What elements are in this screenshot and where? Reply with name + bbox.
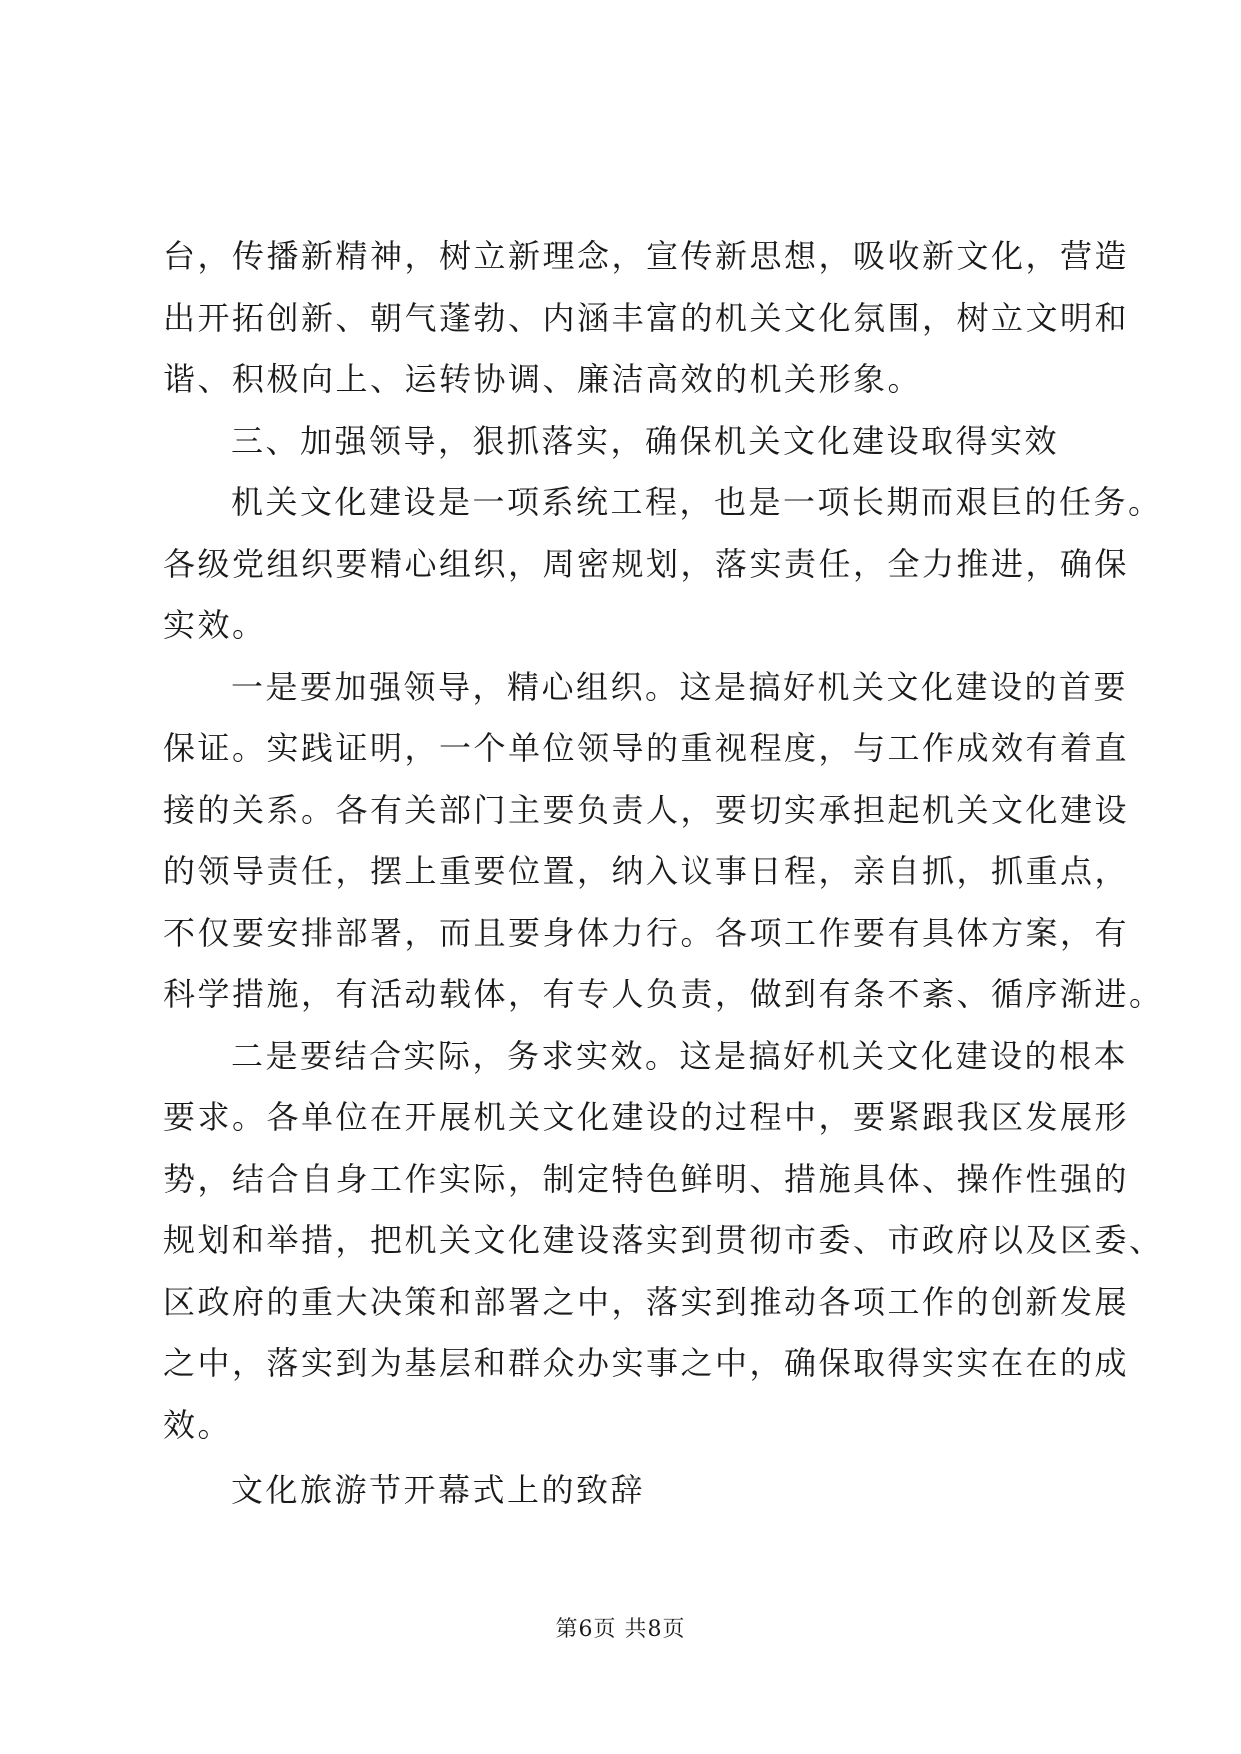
paragraph-line: 实效。 — [163, 606, 267, 644]
paragraph-line: 出开拓创新、朝气蓬勃、内涵丰富的机关文化氛围，树立文明和 — [163, 298, 1130, 337]
paragraph-line: 谐、积极向上、运转协调、廉洁高效的机关形象。 — [163, 360, 923, 398]
paragraph-line: 接的关系。各有关部门主要负责人，要切实承担起机关文化建设 — [163, 790, 1130, 829]
paragraph-line: 势，结合自身工作实际，制定特色鲜明、措施具体、操作性强的 — [163, 1159, 1130, 1198]
document-body — [163, 226, 1164, 1522]
document-title: 文化旅游节开幕式上的致辞 — [231, 1471, 646, 1509]
paragraph-line: 效。 — [163, 1405, 233, 1444]
paragraph-line: 之中，落实到为基层和群众办实事之中，确保取得实实在在的成 — [163, 1344, 1130, 1382]
paragraph-line: 二是要结合实际，务求实效。这是搞好机关文化建设的根本 — [231, 1036, 1129, 1075]
paragraph-line: 要求。各单位在开展机关文化建设的过程中，要紧跟我区发展形 — [163, 1098, 1130, 1136]
paragraph-line: 不仅要安排部署，而且要身体力行。各项工作要有具体方案，有 — [163, 913, 1130, 952]
page-number: 第6页 共8页 — [555, 1617, 686, 1642]
paragraph-line: 科学措施，有活动载体，有专人负责，做到有条不紊、循序渐进。 — [163, 975, 1164, 1013]
paragraph-line: 机关文化建设是一项系统工程，也是一项长期而艰巨的任务。 — [231, 483, 1163, 521]
paragraph-line: 台，传播新精神，树立新理念，宣传新思想，吸收新文化，营造 — [163, 237, 1130, 275]
paragraph-line: 保证。实践证明，一个单位领导的重视程度，与工作成效有着直 — [163, 729, 1130, 767]
paragraph-line: 规划和举措，把机关文化建设落实到贯彻市委、市政府以及区委、 — [163, 1221, 1164, 1259]
section-heading: 三、加强领导，狠抓落实，确保机关文化建设取得实效 — [231, 421, 1060, 460]
paragraph-line: 一是要加强领导，精心组织。这是搞好机关文化建设的首要 — [231, 667, 1129, 706]
paragraph-line: 区政府的重大决策和部署之中，落实到推动各项工作的创新发展 — [163, 1282, 1130, 1321]
paragraph-line: 的领导责任，摆上重要位置，纳入议事日程，亲自抓，抓重点， — [163, 852, 1130, 890]
paragraph-line: 各级党组织要精心组织，周密规划，落实责任，全力推进，确保 — [163, 544, 1130, 583]
